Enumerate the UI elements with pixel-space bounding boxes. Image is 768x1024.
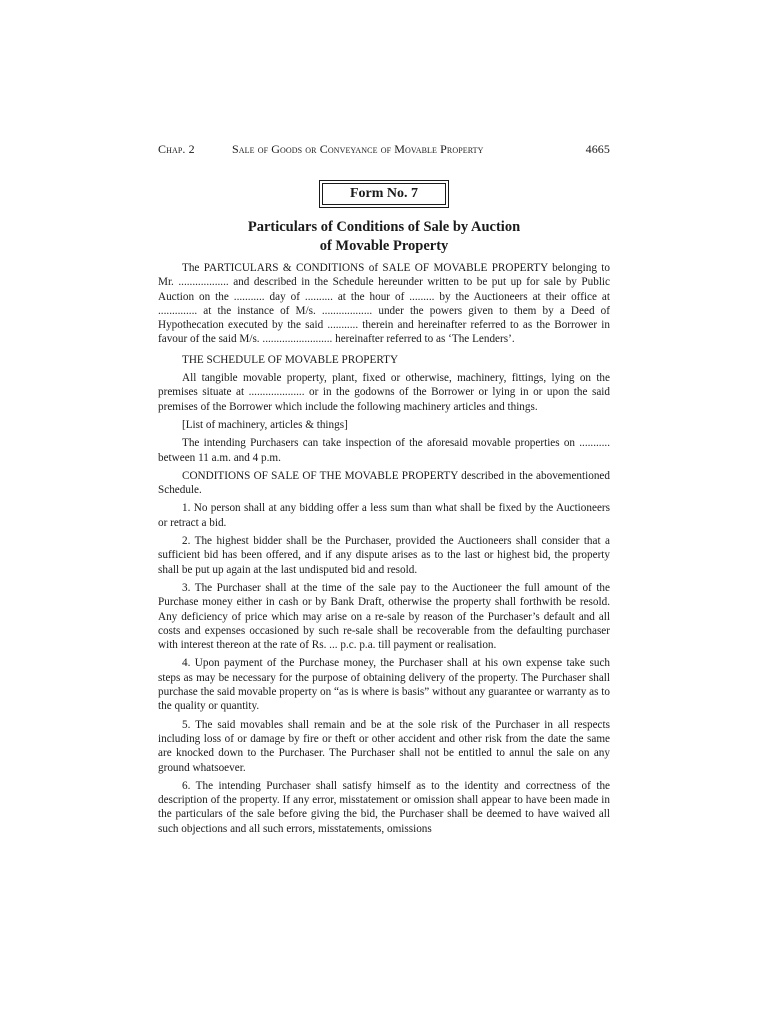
condition-item: 5. The said movables shall remain and be at the sole risk of the Purchaser in all respects including loss of or damage by fire or theft or other accident and other risk from the date the same are knocked down to the Purchaser. The Purchaser shall not be entitled to annul the sale on any ground whatsoever. [158,718,610,774]
form-number-label: Form No. 7 [322,183,446,205]
condition-item: 6. The intending Purchaser shall satisfy himself as to the identity and correctness of the description of the property. If any error, misstatement or omission shall appear to have been made in the particulars of the sale before giving the bid, the Purchaser shall be deemed to have waived all such objections and all such errors, misstatements, omissions [158,779,610,835]
condition-item: 3. The Purchaser shall at the time of the sale pay to the Auctioneer the full amount of the Purchase money either in cash or by Bank Draft, otherwise the property shall forthwith be resold. Any deficiency of price which may arise on a re-sale by reason of the Purchaser’s default and all costs and expenses occasioned by such re-sale shall be recoverable from the defaulting purchaser with interest thereon at the rate of Rs. ... p.c. p.a. till payment or realisation. [158,581,610,652]
schedule-paragraph: All tangible movable property, plant, fixed or otherwise, machinery, fittings, lying on the premises situate at .................... or in the godowns of the Borrower or lying in or upon the said premises of the Borrower which include the following machinery articles and things. [158,372,610,413]
condition-item: 2. The highest bidder shall be the Purchaser, provided the Auctioneers shall consider that a sufficient bid has been offered, and if any dispute arises as to the last or highest bid, the property shall be put up again at the last undisputed bid and resold. [158,535,610,576]
chapter-label: Chap. 2 [158,142,195,156]
document-title [158,218,610,256]
list-note: [List of machinery, articles & things] [182,418,348,431]
document-page [158,140,610,836]
running-title: Sale of Goods or Conveyance of Movable Property [232,142,484,156]
condition-item: 4. Upon payment of the Purchase money, the Purchaser shall at his own expense take such steps as may be necessary for the purpose of obtaining delivery of the property. The Purchaser shall purchase the said movable property on “as is where is basis” without any guarantee or warranty as to the quality or quantity. [158,657,610,713]
title-line-1: Particulars of Conditions of Sale by Auction [247,219,521,235]
running-header [158,140,610,158]
inspection-paragraph: The intending Purchasers can take inspection of the aforesaid movable properties on ........... between 11 a.m. and 4 p.m. [158,437,610,464]
schedule-heading: THE SCHEDULE OF MOVABLE PROPERTY [182,353,399,366]
conditions-heading: CONDITIONS OF SALE OF THE MOVABLE PROPERTY described in the abovementioned Schedule. [158,469,610,497]
page-number: 4665 [585,142,610,156]
condition-item: 1. No person shall at any bidding offer a less sum than what shall be fixed by the Auctioneers or retract a bid. [158,502,610,529]
intro-paragraph: The PARTICULARS & CONDITIONS of SALE OF MOVABLE PROPERTY belonging to Mr. .................. and described in the Schedule hereunder written to be put up for sale by Public Auction on the ........... day of .......... at the hour of ......... by the Auctioneers at their office at .............. at the instance of M/s. .................. under the powers given to them by a Deed of Hypothecation executed by the said ........... therein and hereinafter referred to as the Borrower in favour of the said M/s. ......................... hereinafter referred to as ‘The Lenders’. [158,262,610,346]
form-number-box [319,180,449,208]
document-body [158,261,610,836]
title-line-2: of Movable Property [319,238,449,254]
